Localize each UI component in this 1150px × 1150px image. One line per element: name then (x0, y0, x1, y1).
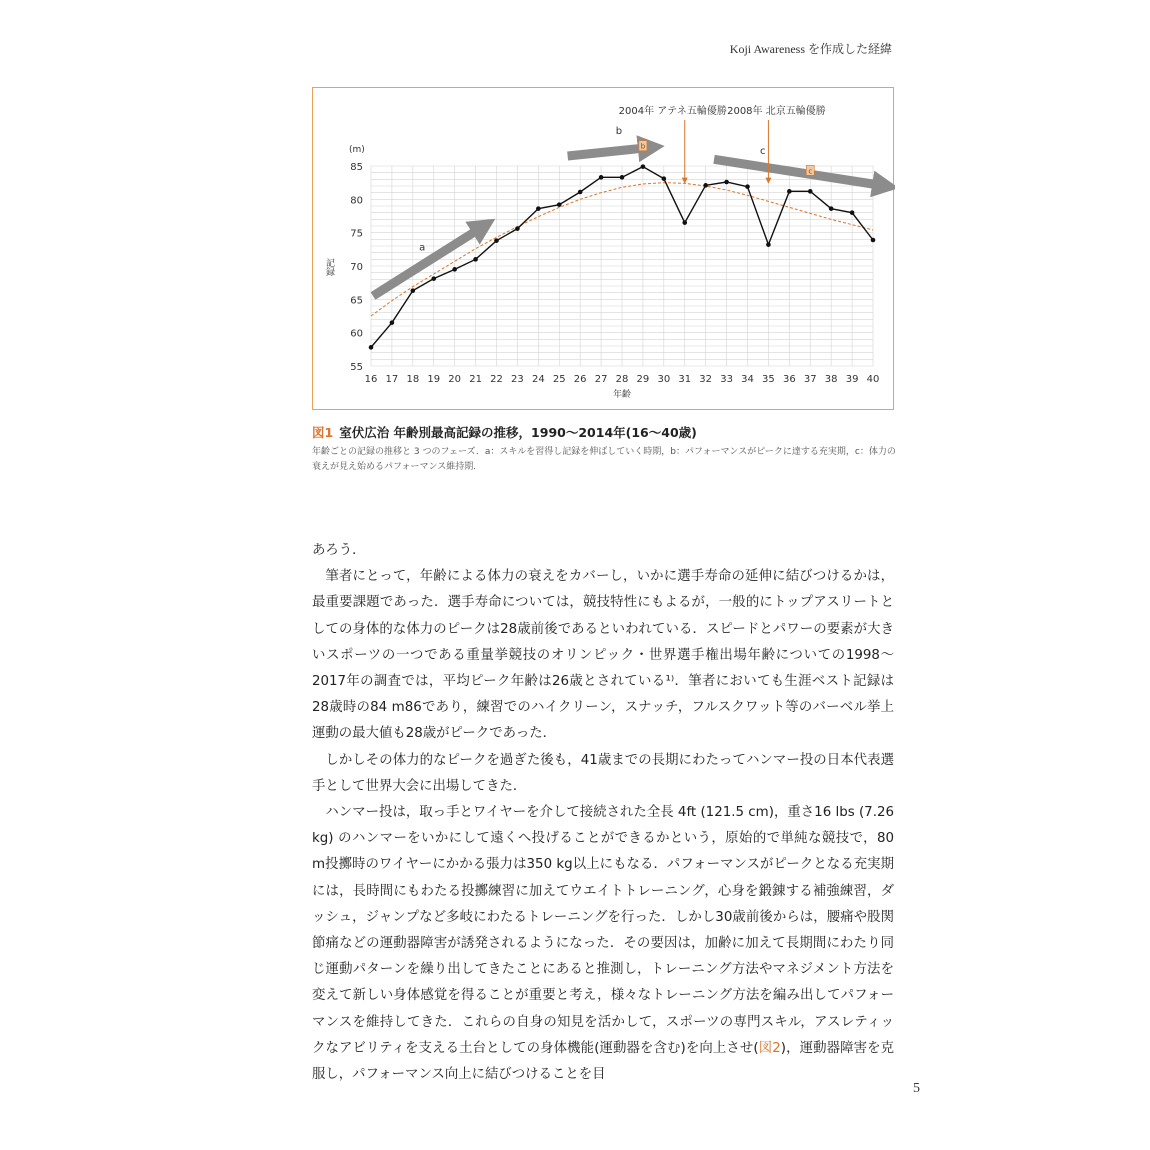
data-point (766, 242, 771, 247)
data-point (787, 189, 792, 194)
phase-arrow-a (373, 226, 484, 296)
x-tick-label: 36 (782, 374, 796, 385)
x-tick-label: 40 (866, 374, 880, 385)
figure-caption (312, 423, 902, 475)
body-text (312, 538, 894, 1088)
data-point (452, 267, 457, 272)
x-tick-label: 24 (531, 374, 545, 385)
x-tick-label: 34 (741, 374, 754, 385)
paragraph: しかしその体力的なピークを過ぎた後も，41歳までの長期にわたってハンマー投の日本代表選手として世界大会に出場してきた． (312, 752, 894, 794)
phase-label-a: a (419, 242, 426, 254)
data-point (431, 276, 436, 281)
y-tick-label: 70 (350, 262, 363, 273)
x-tick-label: 22 (490, 374, 503, 385)
data-point (599, 175, 604, 180)
figure-ref-link[interactable]: 図2 (758, 1040, 781, 1056)
figure-note: 年齢ごとの記録の推移と 3 つのフェーズ．a：スキルを習得し記録を伸ばしていく時期，b：パフォーマンスがピークに達する充実期，c：体力の衰えが見え始めるパフォーマンス維持期． (312, 447, 896, 472)
paragraph (312, 800, 894, 1088)
y-tick-label: 80 (350, 195, 363, 207)
data-point (703, 183, 708, 188)
y-tick-label: 55 (350, 362, 363, 373)
data-point (871, 238, 876, 243)
x-tick-label: 19 (427, 374, 441, 385)
data-point (390, 320, 395, 325)
peak-marker-label: c (808, 167, 813, 176)
x-tick-label: 31 (678, 374, 692, 385)
data-point (662, 176, 667, 181)
data-point (850, 210, 855, 215)
x-tick-label: 30 (657, 374, 671, 385)
peak-marker-label: b (640, 142, 646, 151)
y-tick-label: 65 (350, 295, 363, 307)
x-tick-label: 16 (364, 374, 378, 385)
record-line-chart (313, 88, 895, 411)
data-point (411, 288, 416, 293)
data-point (808, 189, 813, 194)
x-tick-label: 33 (720, 374, 733, 385)
x-tick-label: 21 (469, 374, 482, 385)
data-point (724, 180, 729, 185)
paragraph: あろう． (312, 543, 366, 558)
running-head: Koji Awareness を作成した経緯 (729, 42, 892, 56)
x-tick-label: 25 (552, 374, 566, 385)
figure-caption-title (312, 423, 902, 441)
x-tick-label: 35 (762, 374, 775, 385)
data-point (494, 238, 499, 243)
y-tick-label: 75 (350, 228, 363, 240)
x-tick-label: 38 (824, 374, 838, 385)
data-point (620, 175, 625, 180)
data-point (578, 190, 583, 195)
data-point (515, 226, 520, 231)
y-tick-label: 60 (350, 328, 363, 340)
figure-title: 室伏広治 年齢別最高記録の推移，1990～2014年(16～40歳) (339, 425, 697, 440)
paragraph-text: ハンマー投は，取っ手とワイヤーを介して接続された全長 4ft (121.5 cm)，重さ16 lbs (7.26 kg) のハンマーをいかにして遠くへ投げることができるかという，原始的で単純な競技で，80 m投擲時のワイヤーにかかる張力は350 kg以上にもなる．パフォーマンスがピークとなる充実期には，長時間にもわたる投擲練習に加えてウエイトトレーニング，心身を鍛錬する補強練習，ダッシュ，ジャンプなど多岐にわたるトレーニングを行った．しかし30歳前後からは，腰痛や股関節痛などの運動器障害が誘発されるようになった．その要因は，加齢に加えて長期間にわたり同じ運動パターンを繰り出してきたことにあると推測し，トレーニング方法やマネジメント方法を変えて新しい身体感覚を得ることが重要と考え，様々なトレーニング方法を編み出してパフォーマンスを維持してきた．これらの自身の知見を活かして，スポーツの専門スキル，アスレティックなアビリティを支える土台としての身体機能(運動器を含む)を向上させ( (312, 805, 894, 1056)
data-point (829, 206, 834, 211)
paragraph-text: )，運動器障害を克服し，パフォーマンス向上に結びつけることを目 (312, 1040, 894, 1083)
x-tick-label: 18 (406, 374, 420, 385)
x-tick-label: 20 (448, 374, 462, 385)
figure-frame (312, 87, 894, 410)
data-point (536, 206, 541, 211)
data-point (641, 164, 646, 169)
y-tick-label: 85 (350, 162, 363, 173)
x-tick-label: 32 (699, 374, 713, 385)
x-tick-label: 26 (573, 374, 587, 385)
annotation-label: 2004年 アテネ五輪優勝 (618, 106, 727, 117)
annotation-label: 2008年 北京五輪優勝 (727, 106, 826, 117)
x-tick-label: 37 (803, 374, 817, 385)
data-point (369, 345, 374, 350)
data-point (682, 220, 687, 225)
paragraph: 筆者にとって，年齢による体力の衰えをカバーし，いかに選手寿命の延伸に結びつけるかは，最重要課題であった．選手寿命については，競技特性にもよるが，一般的にトップアスリートとしての身体的な体力のピークは28歳前後であるといわれている．スピードとパワーの要素が大きいスポーツの一つである重量挙競技のオリンピック・世界選手権出場年齢についての1998～2017年の調査では，平均ピーク年齢は26歳とされている¹⁾．筆者においても生涯ベスト記録は28歳時の84 m86であり，練習でのハイクリーン，スナッチ，フルスクワット等のバーベル挙上運動の最大値も28歳がピークであった． (312, 569, 894, 742)
phase-label-c: c (760, 146, 766, 157)
x-axis-label: 年齢 (612, 390, 632, 400)
x-tick-label: 27 (594, 374, 608, 385)
y-axis-label: 記録 (324, 258, 334, 276)
data-point (473, 257, 478, 262)
x-tick-label: 17 (385, 374, 399, 385)
x-tick-label: 28 (615, 374, 629, 385)
y-axis-unit: (m) (349, 145, 365, 155)
page-number: 5 (913, 1081, 920, 1096)
x-tick-label: 39 (845, 374, 859, 385)
figure-number: 図1 (312, 425, 334, 440)
data-point (745, 184, 750, 189)
data-point (557, 202, 562, 207)
x-tick-label: 29 (636, 374, 650, 385)
x-tick-label: 23 (511, 374, 524, 385)
phase-label-b: b (615, 126, 623, 137)
